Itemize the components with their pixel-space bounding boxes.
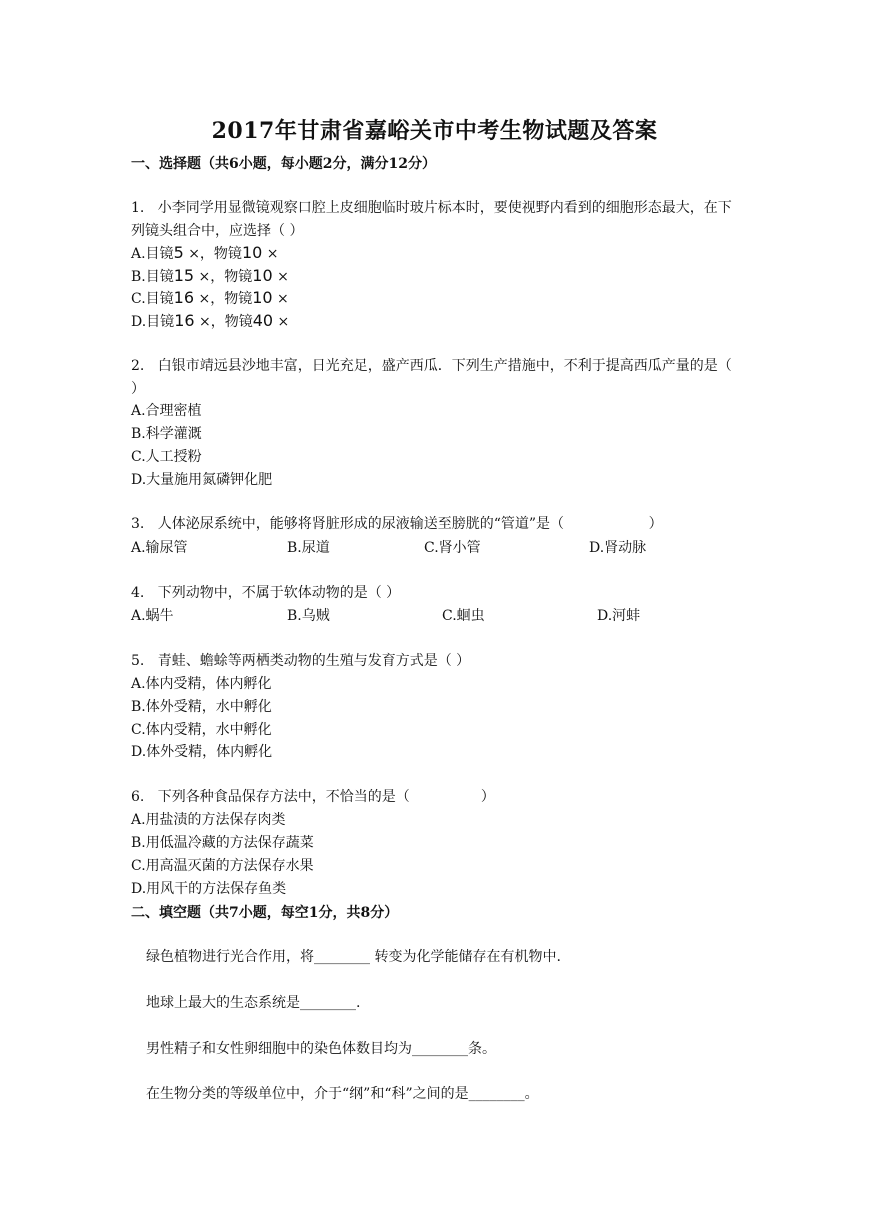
section-fill-heading: 二、填空题（共7小题，每空1分，共8分） (131, 905, 399, 921)
fill-blank-3: 男性精子和女性卵细胞中的染色体数目均为________条。 (146, 1041, 496, 1057)
question-1-option-c: C.目镜16 ×，物镜10 × (131, 288, 289, 307)
fill-blank-2: 地球上最大的生态系统是________. (146, 995, 361, 1011)
question-5-option-d: D.体外受精，体内孵化 (131, 744, 273, 760)
question-4-option-d: D.河蚌 (597, 608, 641, 624)
question-2-option-a: A.合理密植 (131, 403, 202, 419)
question-4-option-b: B.乌贼 (287, 608, 330, 624)
question-4-option-a: A.蜗牛 (131, 608, 174, 624)
question-1-stem: 1. 小李同学用显微镜观察口腔上皮细胞临时玻片标本时，要使视野内看到的细胞形态最大，在下列镜头组合中，应选择（ ） (131, 200, 732, 239)
question-6-stem: 6. 下列各种食品保存方法中，不恰当的是（ ） (131, 789, 495, 805)
page-title: 2017年甘肃省嘉峪关市中考生物试题及答案 (211, 118, 658, 144)
question-6-option-d: D.用风干的方法保存鱼类 (131, 881, 287, 897)
question-5-option-a: A.体内受精，体内孵化 (131, 676, 272, 692)
fill-blank-4: 在生物分类的等级单位中，介于“纲”和“科”之间的是________。 (146, 1086, 539, 1102)
question-3-stem: 3. 人体泌尿系统中，能够将肾脏形成的尿液输送至膀胱的“管道”是（ ） (131, 516, 663, 532)
question-5-option-b: B.体外受精，水中孵化 (131, 699, 272, 715)
question-3-option-d: D.肾动脉 (589, 540, 647, 556)
question-4-option-c: C.蛔虫 (442, 608, 485, 624)
section-choice-heading: 一、选择题（共6小题，每小题2分，满分12分） (131, 156, 436, 172)
question-1-option-d: D.目镜16 ×，物镜40 × (131, 311, 290, 330)
question-6-option-c: C.用高温灭菌的方法保存水果 (131, 858, 314, 874)
question-2-option-c: C.人工授粉 (131, 449, 202, 465)
question-1-option-a: A.目镜5 ×，物镜10 × (131, 243, 279, 262)
question-6-option-a: A.用盐渍的方法保存肉类 (131, 812, 286, 828)
question-5-stem: 5. 青蛙、蟾蜍等两栖类动物的生殖与发育方式是（ ） (131, 653, 471, 669)
question-6-option-b: B.用低温冷藏的方法保存蔬菜 (131, 835, 314, 851)
question-5-option-c: C.体内受精，水中孵化 (131, 722, 272, 738)
question-3-option-c: C.肾小管 (424, 540, 481, 556)
fill-blank-1: 绿色植物进行光合作用，将________ 转变为化学能储存在有机物中. (146, 949, 561, 965)
question-2-stem: 2. 白银市靖远县沙地丰富，日光充足，盛产西瓜．下列生产措施中，不利于提高西瓜产量的是（ ） (131, 358, 732, 397)
question-3-option-b: B.尿道 (287, 540, 330, 556)
question-3-option-a: A.输尿管 (131, 540, 188, 556)
question-2-option-d: D.大量施用氮磷钾化肥 (131, 472, 273, 488)
question-4-stem: 4. 下列动物中，不属于软体动物的是（ ） (131, 585, 401, 601)
question-2-option-b: B.科学灌溉 (131, 426, 202, 442)
question-1-option-b: B.目镜15 ×，物镜10 × (131, 266, 289, 285)
